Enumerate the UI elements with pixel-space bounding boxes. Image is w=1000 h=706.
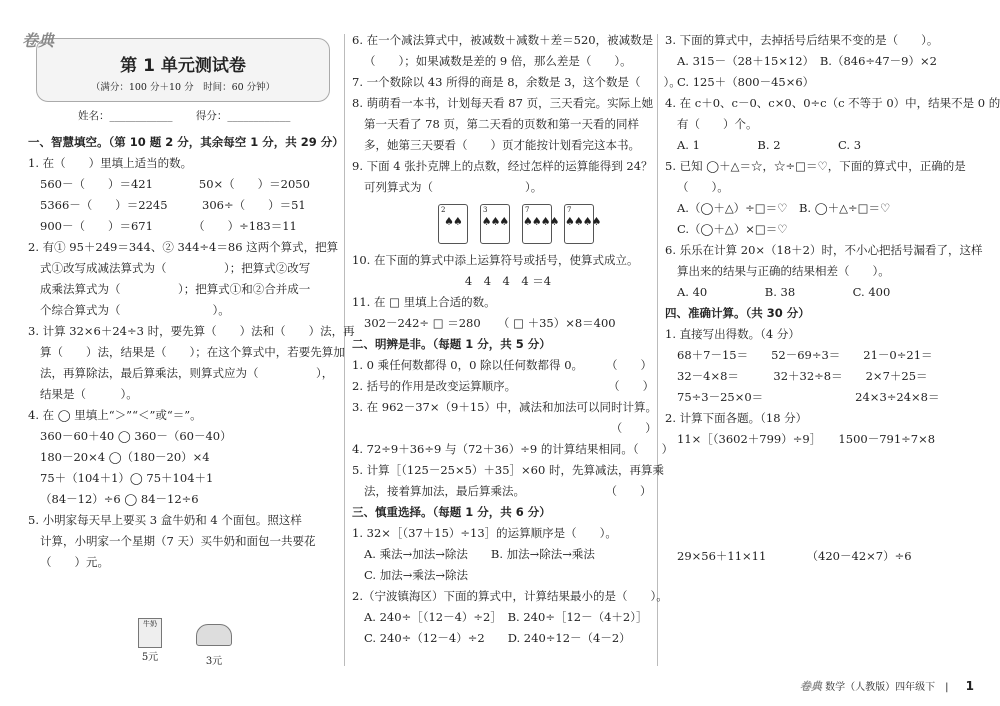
question-line: 900－（ ）＝671 （ ）÷183＝11 (40, 219, 297, 233)
milk-price: 5元 (141, 652, 159, 663)
question-line: 3. 下面的算式中，去掉括号后结果不变的是（ ）。 (665, 33, 939, 47)
question-line: A. 40 B. 38 C. 400 (677, 285, 891, 299)
question-line: 11. 在 □ 里填上合适的数。 (352, 295, 496, 309)
card-rank: 2 (441, 206, 446, 214)
question-line: 3. 计算 32×6＋24÷3 时，要先算（ ）法和（ ）法，再 (28, 324, 355, 338)
question-line: 4. 在 ◯ 里填上“＞”“＜”或“＝”。 (28, 408, 202, 422)
question-line: 法，接着算加法，最后算乘法。 （ ） (364, 484, 652, 498)
section-heading: 二、明辨是非。（每题 1 分，共 5 分） (352, 337, 551, 351)
bread-product (196, 624, 232, 667)
question-line: A. 乘法→加法→除法 B. 加法→除法→乘法 (364, 547, 595, 561)
section-3-4-questions (665, 30, 1000, 450)
question-line: 75÷3－25×0＝ 24×3÷24×8＝ (677, 390, 940, 404)
question-line: 4. 72÷9＋36÷9 与（72＋36）÷9 的计算结果相同。（ ） (352, 442, 674, 456)
question-line: 2. 括号的作用是改变运算顺序。 （ ） (352, 379, 655, 393)
poker-card (438, 204, 468, 244)
column-1 (22, 30, 355, 676)
question-line: 计算，小明家一个星期（7 天）买牛奶和面包一共要花 (40, 534, 316, 548)
question-line: 6. 在一个减法算式中，被减数＋减数＋差＝520，被减数是 (352, 33, 654, 47)
section-heading: 三、慎重选择。（每题 1 分，共 6 分） (352, 505, 551, 519)
page-subtitle: （满分：100 分＋10 分 时间：60 分钟） (90, 82, 276, 93)
column-3 (665, 30, 1000, 676)
poker-cards (352, 204, 652, 244)
poker-card (480, 204, 510, 244)
question-line: 75＋（104＋1）◯ 75＋104＋1 (40, 471, 214, 485)
spade-icon: ♠♠♠♠ (565, 215, 601, 228)
poker-card (564, 204, 601, 244)
question-line: 可列算式为（ ）。 (364, 180, 543, 194)
question-line: 4. 在 c＋0、c－0、c×0、0÷c（c 不等于 0）中，结果不是 0 的 (665, 96, 1000, 110)
question-line: 9. 下面 4 张扑克牌上的点数，经过怎样的运算能得到 24？ (352, 159, 653, 173)
question-line: C. 240÷（12－4）÷2 D. 240÷12－（4－2） (364, 631, 631, 645)
question-line: 3. 在 962－37×（9＋15）中，减法和加法可以同时计算。 (352, 400, 657, 414)
question-line: 1. 0 乘任何数都得 0，0 除以任何数都得 0。 （ ） (352, 358, 653, 372)
question-line: 算出来的结果与正确的结果相差（ ）。 (677, 264, 890, 278)
section-heading: 四、准确计算。（共 30 分） (665, 306, 810, 320)
question-line: 180－20×4 ◯（180－20）×4 (40, 450, 210, 464)
question-line: 5. 已知 ◯＋△＝☆，☆÷□＝♡，下面的算式中，正确的是 (665, 159, 966, 173)
question-line: 7. 一个数除以 43 所得的商是 8，余数是 3，这个数是（ ）。 (352, 75, 681, 89)
bread-icon (196, 624, 232, 646)
question-line: 有（ ）个。 (677, 117, 758, 131)
question-line: C.（◯＋△）×□＝♡ (677, 222, 788, 236)
title-box (36, 38, 330, 102)
footer-text: 数学（人教版）四年级下 | (825, 682, 949, 693)
question-line: A. 1 B. 2 C. 3 (677, 138, 862, 152)
question-line: 算（ ）法，结果是（ ）；在这个算式中，若要先算加 (40, 345, 345, 359)
question-line: 302－242÷ □ ＝280 （ □ ＋35）×8＝400 (364, 316, 616, 330)
question-line: （ ）。 (677, 180, 729, 194)
milk-product (138, 618, 162, 663)
question-line: 5. 小明家每天早上要买 3 盒牛奶和 4 个面包。照这样 (28, 513, 302, 527)
question-line: 6. 乐乐在计算 20×（18＋2）时，不小心把括号漏看了，这样 (665, 243, 983, 257)
question-line: 5. 计算［（125－25×5）＋35］×60 时，先算减法，再算乘 (352, 463, 664, 477)
question-line: 个综合算式为（ ）。 (40, 303, 230, 317)
page-number: 1 (965, 679, 974, 693)
question-line: A. 315－（28＋15×12） B.（846÷47－9）×2 (677, 54, 937, 68)
section-heading: 一、智慧填空。（第 10 题 2 分，其余每空 1 分，共 29 分） (28, 135, 344, 149)
milk-icon: 牛奶 (138, 618, 162, 648)
question-line: 2. 计算下面各题。（18 分） (665, 411, 808, 425)
card-rank: 7 (525, 206, 530, 214)
question-line: 2. 有① 95＋249＝344、② 344÷4＝86 这两个算式，把算 (28, 240, 339, 254)
poker-card (522, 204, 559, 244)
question-line: （ ）元。 (40, 555, 109, 569)
spade-icon: ♠♠♠♠ (523, 215, 559, 228)
question-line: C. 加法→乘法→除法 (364, 568, 468, 582)
footer-brand: 卷典 (799, 680, 822, 693)
question-line: 1. 在（ ）里填上适当的数。 (28, 156, 193, 170)
column-divider (657, 34, 658, 666)
question-line: 结果是（ ）。 (40, 387, 138, 401)
column-2 (352, 30, 681, 676)
spade-icon: ♠♠ (444, 215, 462, 228)
question-line: 5366－（ ）＝2245 306÷（ ）＝51 (40, 198, 306, 212)
card-rank: 3 (483, 206, 488, 214)
question-line: 式①改写成减法算式为（ ）；把算式②改写 (40, 261, 311, 275)
section-1-questions (28, 132, 355, 573)
name-score-bar (78, 108, 290, 123)
questions-6-9 (352, 30, 681, 198)
question-line: 360－60＋40 ◯ 360－（60－40） (40, 429, 232, 443)
question-line: C. 125＋（800－45×6） (677, 75, 815, 89)
brand-logo: 卷典 (22, 31, 55, 50)
question-line: 11×［（3602＋799）÷9］ 1500－791÷7×8 (677, 432, 936, 446)
question-line: 多，她第三天要看（ ）页才能按计划看完这本书。 (364, 138, 640, 152)
question-line: 8. 萌萌看一本书，计划每天看 87 页，三天看完。实际上她 (352, 96, 654, 110)
questions-10-section-3 (352, 250, 674, 649)
question-line: A. 240÷［（12－4）÷2］ B. 240÷［12－（4＋2）］ (364, 610, 648, 624)
question-line: （ ）；如果减数是差的 9 倍，那么差是（ ）。 (364, 54, 632, 68)
question-line: A.（◯＋△）÷□＝♡ B. ◯＋△÷□＝♡ (677, 201, 891, 215)
question-line: 560－（ ）＝421 50×（ ）＝2050 (40, 177, 310, 191)
score-field: 得分：____________ (195, 110, 291, 122)
name-field[interactable]: 姓名：____________ (78, 110, 173, 122)
page-footer (800, 678, 974, 694)
question-line: 1. 32×［（37＋15）÷13］的运算顺序是（ ）。 (352, 526, 617, 540)
page-title: 第 1 单元测试卷 (120, 56, 246, 76)
question-line: 第一天看了 78 页，第二天看的页数和第一天看的同样 (364, 117, 639, 131)
question-line: 4 4 4 4 ＝4 (464, 274, 552, 288)
question-line: 1. 直接写出得数。（4 分） (665, 327, 800, 341)
question-line: 32－4×8＝ 32＋32÷8＝ 2×7＋25＝ (677, 369, 928, 383)
bread-price: 3元 (205, 656, 223, 667)
question-line: （84－12）÷6 ◯ 84－12÷6 (40, 492, 199, 506)
question-line: 成乘法算式为（ ）；把算式①和②合并成一 (40, 282, 311, 296)
card-rank: 7 (567, 206, 572, 214)
question-line: 10. 在下面的算式中添上运算符号或括号，使算式成立。 (352, 253, 639, 267)
spade-icon: ♠♠♠ (481, 215, 509, 228)
question-line: 68＋7－15＝ 52－69÷3＝ 21－0÷21＝ (677, 348, 933, 362)
question-line: 2.（宁波镇海区）下面的算式中，计算结果最小的是（ ）。 (352, 589, 668, 603)
question-line: （ ） (352, 421, 657, 435)
calc-row-2: 29×56＋11×11 （420－42×7）÷6 (677, 549, 912, 563)
question-line: 法，再算除法，最后算乘法，则算式应为（ ）， (40, 366, 334, 380)
